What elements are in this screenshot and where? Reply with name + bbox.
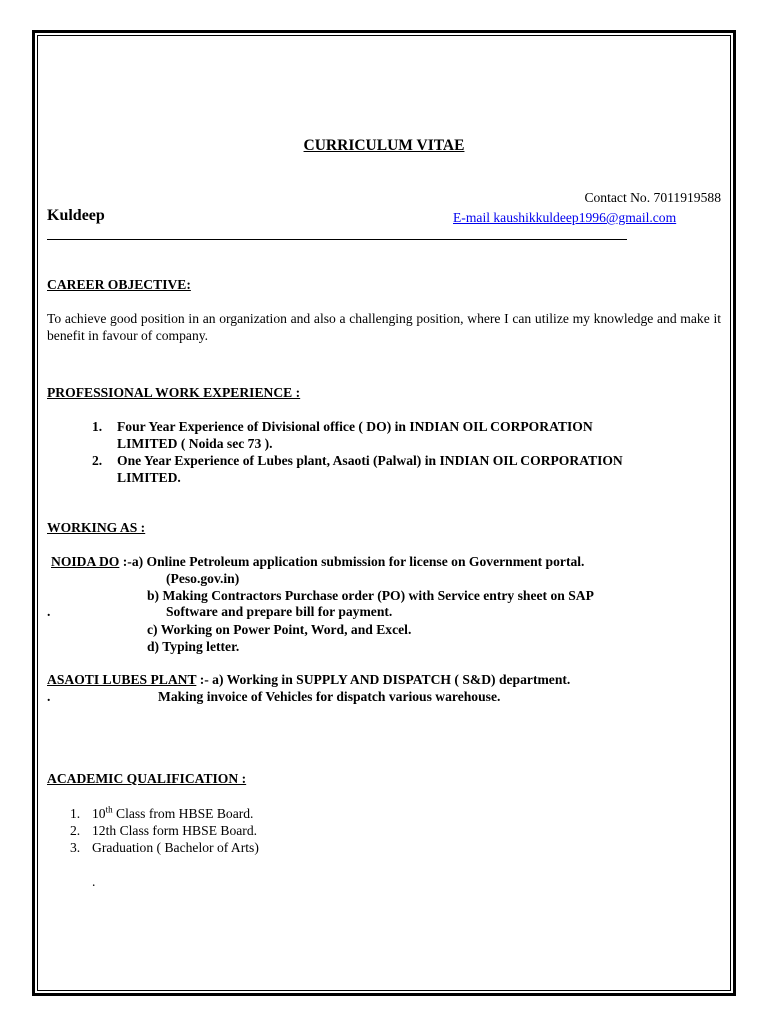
experience-heading: PROFESSIONAL WORK EXPERIENCE : [47, 385, 301, 400]
stray-dot: . [47, 604, 51, 619]
document-title: CURRICULUM VITAE [303, 137, 465, 154]
asaoti-duty-a: :- a) Working in SUPPLY AND DISPATCH ( S&D) department. [199, 672, 571, 687]
experience-item-line: One Year Experience of Lubes plant, Asaoti (Palwal) in INDIAN OIL CORPORATION [117, 453, 623, 468]
stray-dot: . [47, 689, 51, 704]
academic-item-number: 1. [70, 806, 81, 821]
academic-item-text: Class from HBSE Board. [112, 806, 254, 821]
career-objective-heading: CAREER OBJECTIVE: [47, 277, 191, 292]
noida-duty-b: b) Making Contractors Purchase order (PO) with Service entry sheet on SAP [147, 588, 594, 603]
experience-item-number: 2. [92, 453, 103, 468]
career-objective-text: To achieve good position in an organization and also a challenging position, where I can utilize my knowledge and make it benefit in favour of company. [47, 311, 721, 343]
working-as-heading: WORKING AS : [47, 520, 146, 535]
academic-heading: ACADEMIC QUALIFICATION : [47, 771, 247, 786]
asaoti-label: ASAOTI LUBES PLANT [47, 672, 197, 687]
contact-number: Contact No. 7011919588 [584, 190, 721, 205]
email-link[interactable]: E-mail kaushikkuldeep1996@gmail.com [453, 210, 677, 225]
academic-item-number: 3. [70, 840, 81, 855]
experience-item-number: 1. [92, 419, 103, 434]
noida-duty-d: d) Typing letter. [147, 639, 240, 654]
noida-duty-b-cont: Software and prepare bill for payment. [166, 604, 393, 619]
trailing-dot: . [92, 874, 96, 889]
experience-item-line: LIMITED ( Noida sec 73 ). [117, 436, 273, 451]
header-divider [47, 239, 627, 240]
academic-item [92, 805, 253, 822]
academic-item-number: 2. [70, 823, 81, 838]
asaoti-duty-a-cont: Making invoice of Vehicles for dispatch various warehouse. [158, 689, 501, 704]
noida-duty-c: c) Working on Power Point, Word, and Excel. [147, 622, 412, 637]
candidate-name: Kuldeep [47, 207, 105, 224]
experience-item-line: LIMITED. [117, 470, 181, 485]
academic-item: 12th Class form HBSE Board. [92, 823, 258, 838]
academic-item: Graduation ( Bachelor of Arts) [92, 840, 259, 855]
experience-item-line: Four Year Experience of Divisional office ( DO) in INDIAN OIL CORPORATION [117, 419, 593, 434]
asaoti-entry [47, 671, 570, 688]
noida-do-entry [51, 553, 584, 570]
noida-duty-a-cont: (Peso.gov.in) [166, 571, 240, 586]
superscript: th [105, 804, 113, 815]
academic-item-text: 10 [92, 806, 106, 821]
noida-duty-a: :-a) Online Petroleum application submission for license on Government portal. [122, 554, 585, 569]
noida-do-label: NOIDA DO [51, 554, 120, 569]
